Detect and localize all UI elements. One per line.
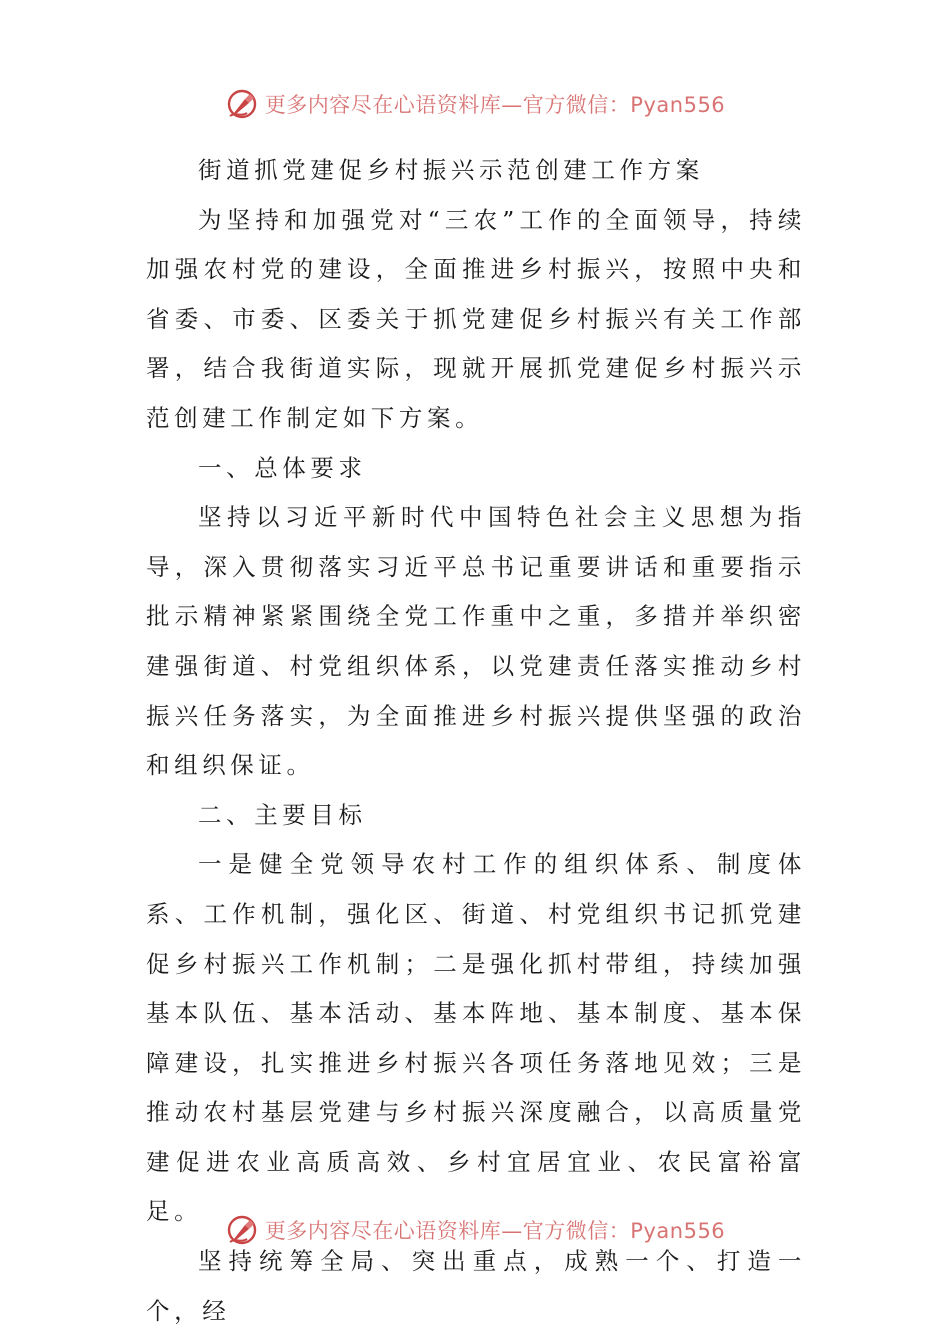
paragraph-continued: 坚持统筹全局、突出重点，成熟一个、打造一个，经 [146, 1247, 806, 1325]
watermark-text-bottom: 更多内容尽在心语资料库—官方微信：Pyan556 [264, 1219, 726, 1243]
pen-nib-logo-icon [225, 87, 259, 121]
paragraph-intro: 为坚持和加强党对“三农”工作的全面领导，持续加强农村党的建设，全面推进乡村振兴，按照中央和省委、市委、区委关于抓党建促乡村振兴有关工作部署，结合我街道实际，现就开展抓党建促乡村振兴示范创建工作制定如下方案。 [146, 205, 806, 432]
paragraph-main-goals: 一是健全党领导农村工作的组织体系、制度体系、工作机制，强化区、街道、村党组织书记抓党建促乡村振兴工作机制；二是强化抓村带组，持续加强基本队伍、基本活动、基本阵地、基本制度、基本保障建设，扎实推进乡村振兴各项任务落地见效；三是推动农村基层党建与乡村振兴深度融合，以高质量党建促进农业高质高效、乡村宜居宜业、农民富裕富足。 [146, 850, 806, 1226]
watermark-banner-top [0, 82, 950, 126]
watermark-banner-bottom [0, 1208, 950, 1252]
document-body [146, 146, 806, 1336]
section-heading-1: 一、总体要求 [198, 453, 367, 482]
paragraph-overall-requirements: 坚持以习近平新时代中国特色社会主义思想为指导，深入贯彻落实习近平总书记重要讲话和重要指示批示精神紧紧围绕全党工作重中之重，多措并举织密建强街道、村党组织体系，以党建责任落实推动乡村振兴任务落实，为全面推进乡村振兴提供坚强的政治和组织保证。 [146, 503, 806, 780]
document-title: 街道抓党建促乡村振兴示范创建工作方案 [198, 156, 704, 184]
pen-nib-logo-icon [225, 1213, 259, 1247]
watermark-text-top: 更多内容尽在心语资料库—官方微信：Pyan556 [264, 93, 726, 117]
section-heading-2: 二、主要目标 [198, 800, 367, 829]
